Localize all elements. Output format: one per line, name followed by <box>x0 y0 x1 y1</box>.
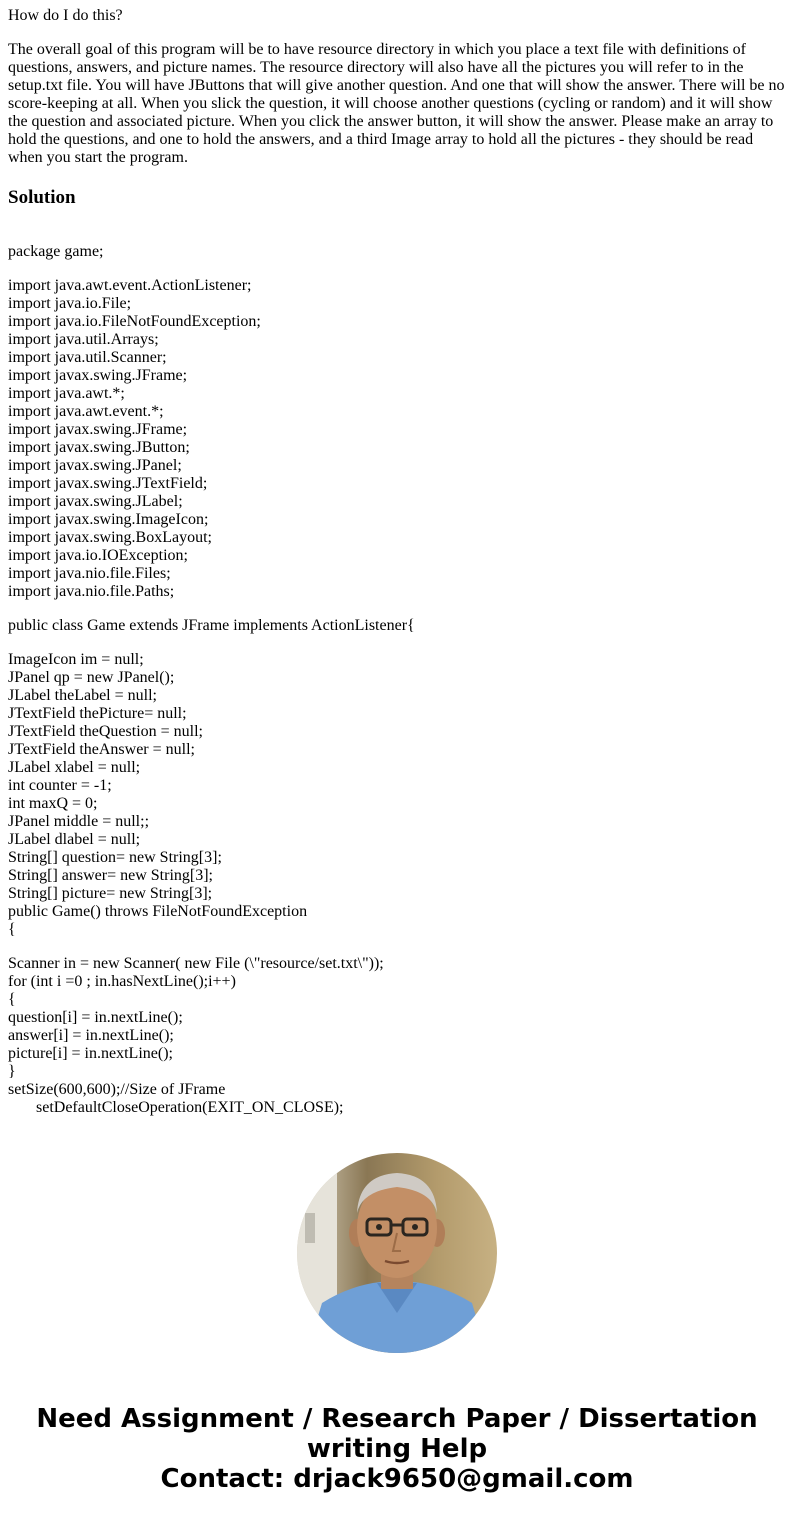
code-line: setSize(600,600);//Size of JFrame <box>8 1081 226 1098</box>
import-line: import java.awt.event.ActionListener; <box>8 277 252 294</box>
promo-line-2: writing Help <box>306 1434 488 1464</box>
solution-code <box>8 243 786 1117</box>
import-line: import javax.swing.JFrame; <box>8 421 188 438</box>
avatar-photo <box>297 1153 497 1353</box>
import-line: import java.io.FileNotFoundException; <box>8 313 261 330</box>
code-line: JLabel dlabel = null; <box>8 831 141 848</box>
import-line: import java.util.Scanner; <box>8 349 167 366</box>
imports-list <box>8 277 786 601</box>
code-line: { <box>8 921 16 938</box>
code-line: picture[i] = in.nextLine(); <box>8 1045 173 1062</box>
constructor-body <box>8 955 786 1117</box>
code-line: public Game() throws FileNotFoundException <box>8 903 308 920</box>
question-title: How do I do this? <box>8 7 123 24</box>
code-line: String[] question= new String[3]; <box>8 849 222 866</box>
import-line: import java.nio.file.Paths; <box>8 583 175 600</box>
code-line: Scanner in = new Scanner( new File (\"resource/set.txt\")); <box>8 955 384 972</box>
import-line: import javax.swing.JFrame; <box>8 367 188 384</box>
import-line: import javax.swing.JPanel; <box>8 457 182 474</box>
package-line: package game; <box>8 243 104 260</box>
import-line: import java.awt.event.*; <box>8 403 164 420</box>
code-line: JTextField theQuestion = null; <box>8 723 203 740</box>
code-line: for (int i =0 ; in.hasNextLine();i++) <box>8 973 236 990</box>
code-line: JLabel theLabel = null; <box>8 687 157 704</box>
code-line: JTextField thePicture= null; <box>8 705 187 722</box>
code-line: setDefaultCloseOperation(EXIT_ON_CLOSE); <box>8 1099 344 1116</box>
promo-banner <box>0 1404 794 1494</box>
code-line: JPanel middle = null;; <box>8 813 150 830</box>
code-line: JPanel qp = new JPanel(); <box>8 669 175 686</box>
question-body: The overall goal of this program will be to have resource directory in which you place a text file with definitions of questions, answers, and picture names. The resource directory will also have all the pictures you will refer to in the setup.txt file. You will have JButtons that will give another question. And one that will show the answer. There will be no score-keeping at all. When you slick the question, it will choose another questions (cycling or random) and it will show the question and associated picture. When you click the answer button, it will show the answer. Please make an array to hold the questions, and one to hold the answers, and a third Image array to hold all the pictures - they should be read when you start the program. <box>8 41 785 166</box>
import-line: import java.io.File; <box>8 295 132 312</box>
fields-list <box>8 651 786 939</box>
promo-line-1: Need Assignment / Research Paper / Dissertation <box>36 1404 758 1434</box>
import-line: import java.util.Arrays; <box>8 331 159 348</box>
code-line: JLabel xlabel = null; <box>8 759 141 776</box>
code-line: JTextField theAnswer = null; <box>8 741 195 758</box>
solution-heading: Solution <box>8 187 76 208</box>
code-line: int counter = -1; <box>8 777 112 794</box>
promo-contact[interactable]: Contact: drjack9650@gmail.com <box>160 1464 634 1494</box>
import-line: import javax.swing.JButton; <box>8 439 190 456</box>
code-line: { <box>8 991 16 1008</box>
code-line: String[] answer= new String[3]; <box>8 867 213 884</box>
import-line: import java.io.IOException; <box>8 547 188 564</box>
import-line: import javax.swing.JTextField; <box>8 475 208 492</box>
code-line: int maxQ = 0; <box>8 795 98 812</box>
code-line: String[] picture= new String[3]; <box>8 885 213 902</box>
code-line: question[i] = in.nextLine(); <box>8 1009 183 1026</box>
question-section <box>8 7 786 167</box>
import-line: import javax.swing.JLabel; <box>8 493 183 510</box>
code-line: } <box>8 1063 16 1080</box>
import-line: import java.awt.*; <box>8 385 125 402</box>
import-line: import java.nio.file.Files; <box>8 565 171 582</box>
code-line: answer[i] = in.nextLine(); <box>8 1027 174 1044</box>
import-line: import javax.swing.ImageIcon; <box>8 511 209 528</box>
class-declaration: public class Game extends JFrame implements ActionListener{ <box>8 617 415 634</box>
code-line: ImageIcon im = null; <box>8 651 144 668</box>
avatar <box>297 1153 497 1353</box>
import-line: import javax.swing.BoxLayout; <box>8 529 212 546</box>
